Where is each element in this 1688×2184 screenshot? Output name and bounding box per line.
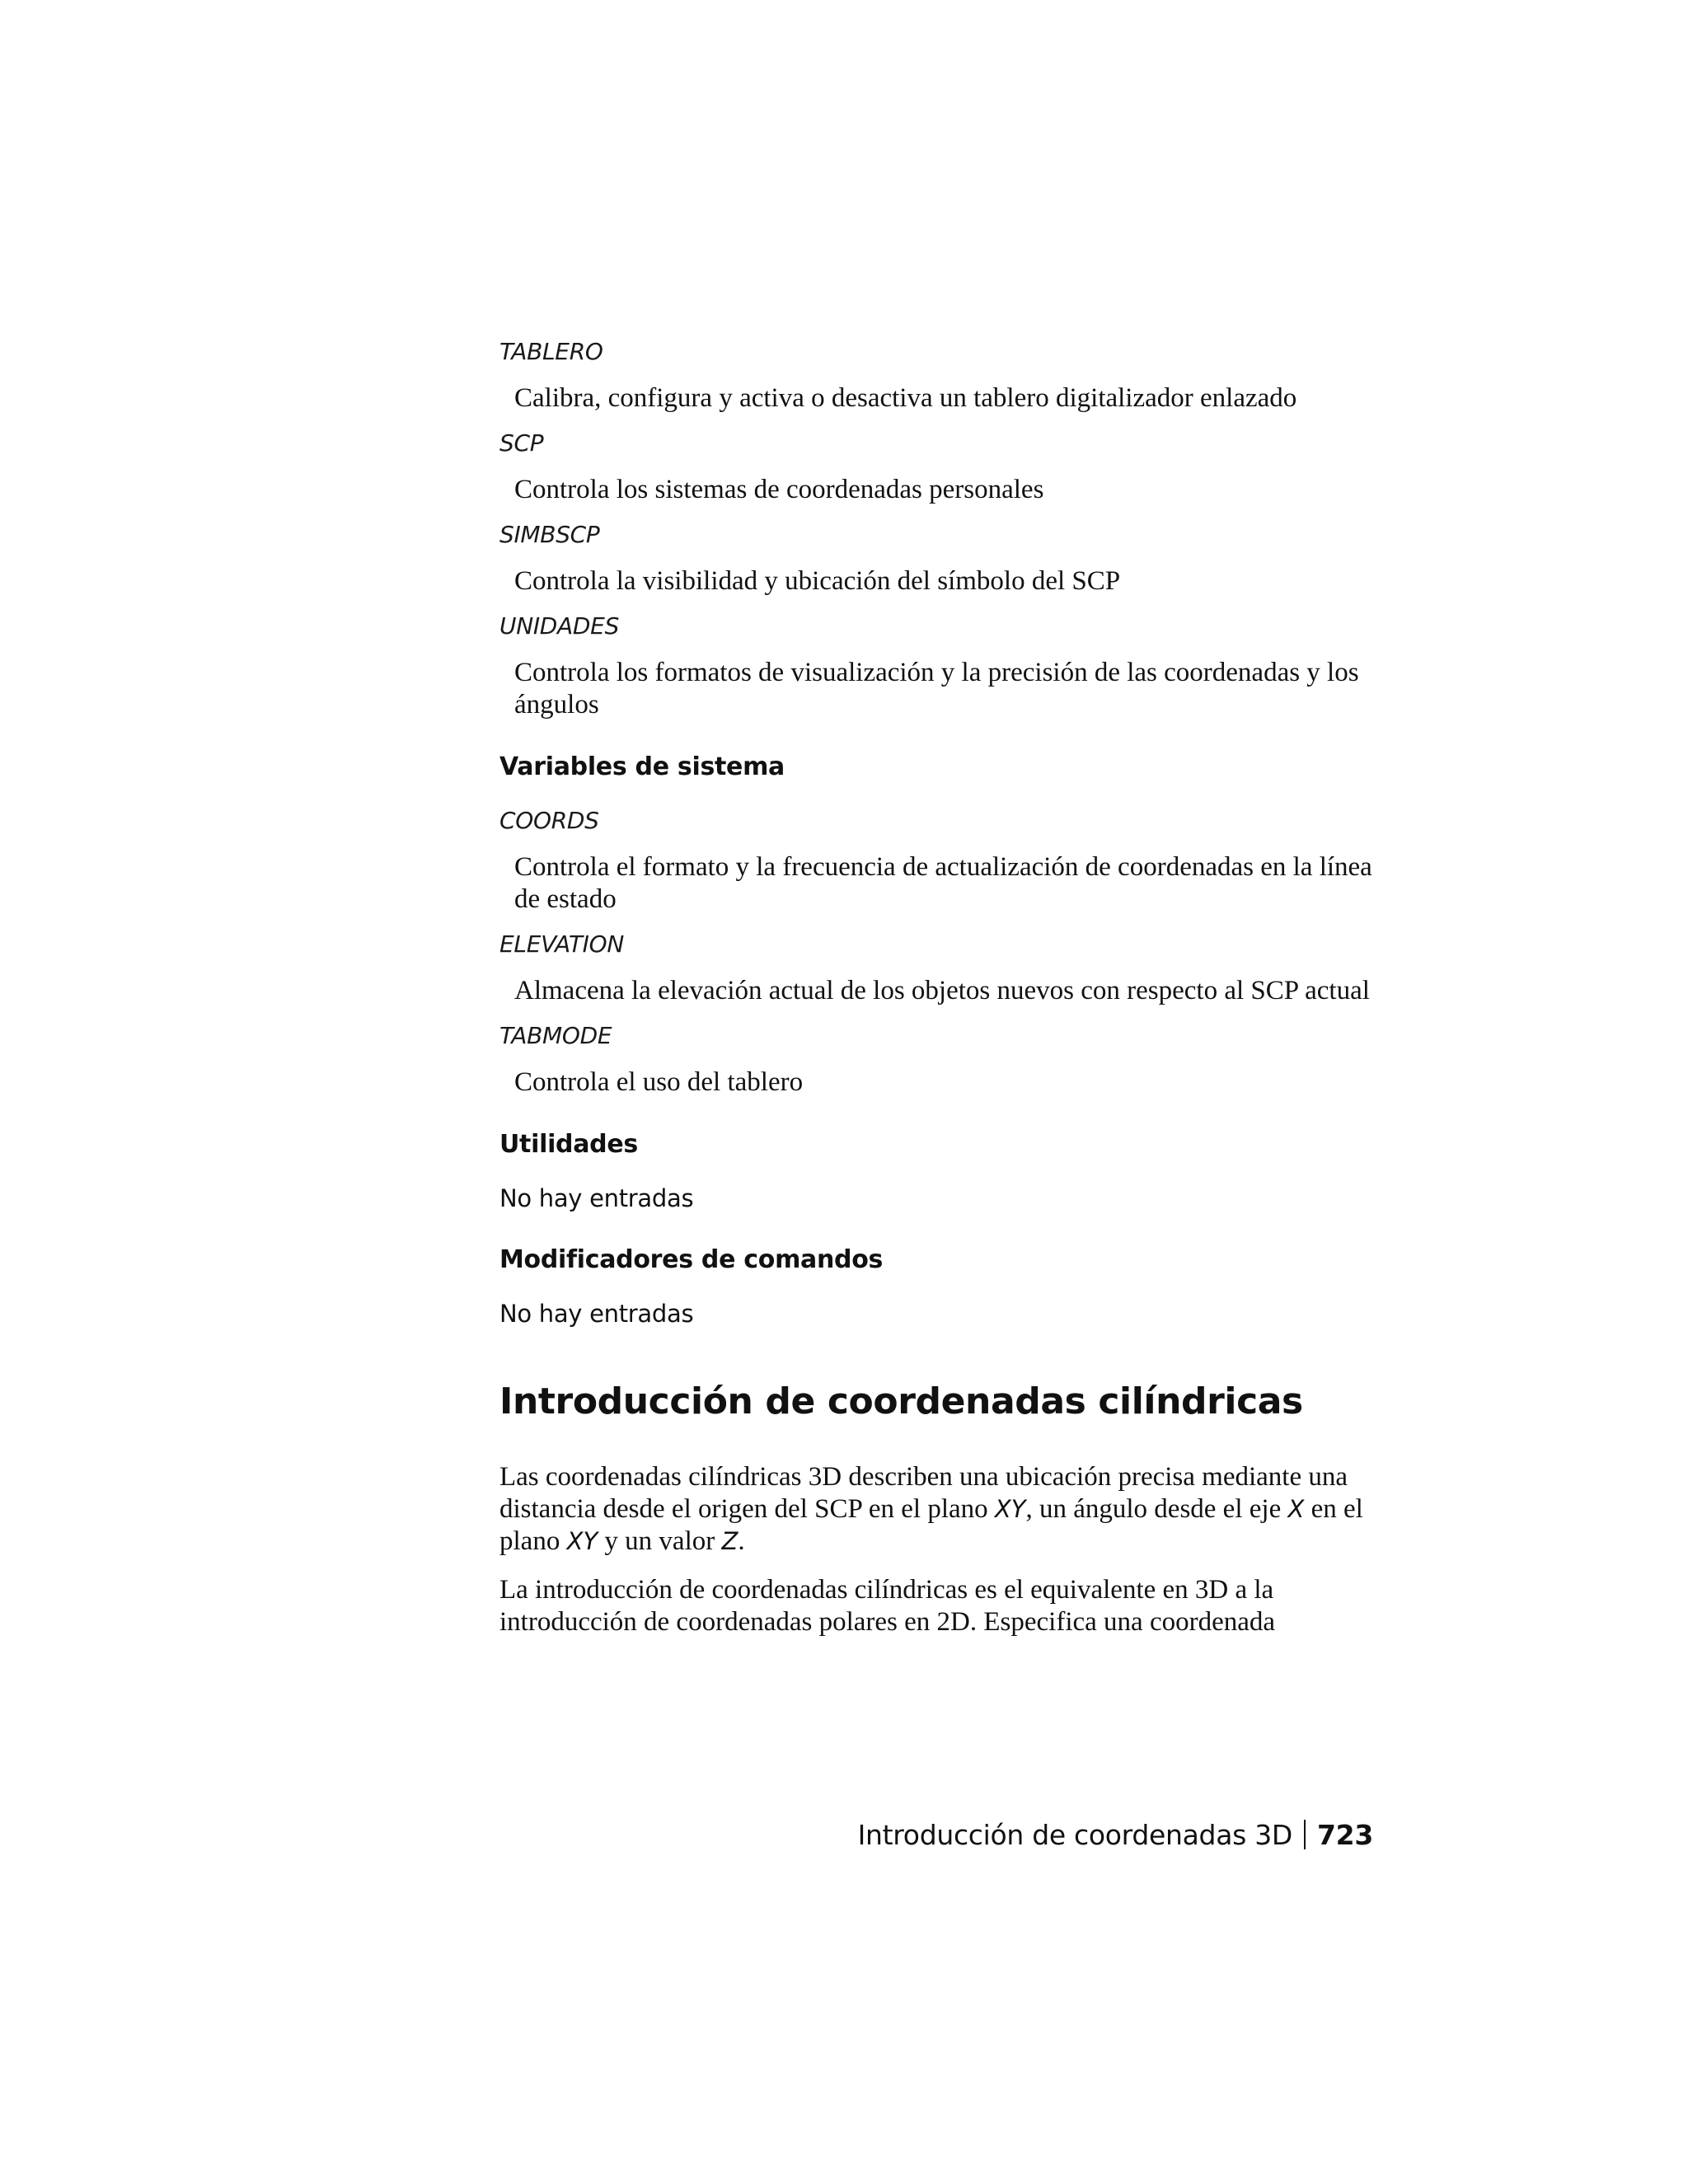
section-title: Introducción de coordenadas cilíndricas bbox=[499, 1380, 1303, 1422]
variable-term: TABMODE bbox=[499, 1022, 612, 1049]
footer-separator bbox=[1304, 1820, 1306, 1849]
system-variables-heading: Variables de sistema bbox=[499, 752, 785, 781]
document-page bbox=[499, 0, 1373, 2184]
variable-term: COORDS bbox=[499, 807, 599, 834]
utilities-heading: Utilidades bbox=[499, 1130, 638, 1159]
system-variables-list bbox=[499, 805, 1373, 1099]
paragraph-text: , un ángulo desde el eje bbox=[1025, 1494, 1288, 1524]
command-term: SIMBSCP bbox=[499, 521, 600, 548]
command-description: Controla los sistemas de coordenadas personales bbox=[514, 475, 1044, 504]
italic-term: XY bbox=[994, 1495, 1026, 1523]
command-description: Calibra, configura y activa o desactiva un tablero digitalizador enlazado bbox=[514, 383, 1297, 413]
command-description: Controla la visibilidad y ubicación del símbolo del SCP bbox=[514, 566, 1121, 596]
section-paragraph-1 bbox=[499, 1461, 1373, 1558]
command-list bbox=[499, 336, 1373, 721]
utilities-text: No hay entradas bbox=[499, 1184, 694, 1212]
variable-description: Almacena la elevación actual de los objetos nuevos con respecto al SCP actual bbox=[514, 976, 1370, 1005]
italic-term: Z bbox=[721, 1527, 738, 1555]
paragraph-text: y un valor bbox=[598, 1526, 722, 1556]
variable-description: Controla el uso del tablero bbox=[514, 1067, 804, 1097]
command-term: SCP bbox=[499, 429, 544, 457]
italic-term: X bbox=[1287, 1495, 1305, 1523]
command-modifiers-text: No hay entradas bbox=[499, 1300, 694, 1328]
page-content bbox=[499, 336, 1373, 1655]
page-number: 723 bbox=[1317, 1819, 1373, 1851]
paragraph-text: en el plano bbox=[499, 1494, 1363, 1556]
paragraph-text: Las coordenadas cilíndricas 3D describen una ubicación precisa mediante una distancia desde el origen del SCP en el plano bbox=[499, 1462, 1348, 1524]
italic-term: XY bbox=[566, 1527, 598, 1555]
command-term: UNIDADES bbox=[499, 612, 620, 640]
variable-description: Controla el formato y la frecuencia de actualización de coordenadas en la línea de estado bbox=[514, 852, 1372, 914]
variable-term: ELEVATION bbox=[499, 930, 624, 958]
command-modifiers-heading: Modificadores de comandos bbox=[499, 1245, 884, 1274]
section-paragraph-2: La introducción de coordenadas cilíndricas es el equivalente en 3D a la introducción de coordenadas polares en 2D. Especifica una coordenada bbox=[499, 1575, 1276, 1637]
footer-chapter-title: Introducción de coordenadas 3D bbox=[857, 1819, 1293, 1851]
page-footer bbox=[858, 1817, 1373, 1854]
command-term: TABLERO bbox=[499, 338, 603, 365]
command-description: Controla los formatos de visualización y la precisión de las coordenadas y los ángulos bbox=[514, 658, 1359, 719]
paragraph-text: . bbox=[738, 1526, 745, 1556]
